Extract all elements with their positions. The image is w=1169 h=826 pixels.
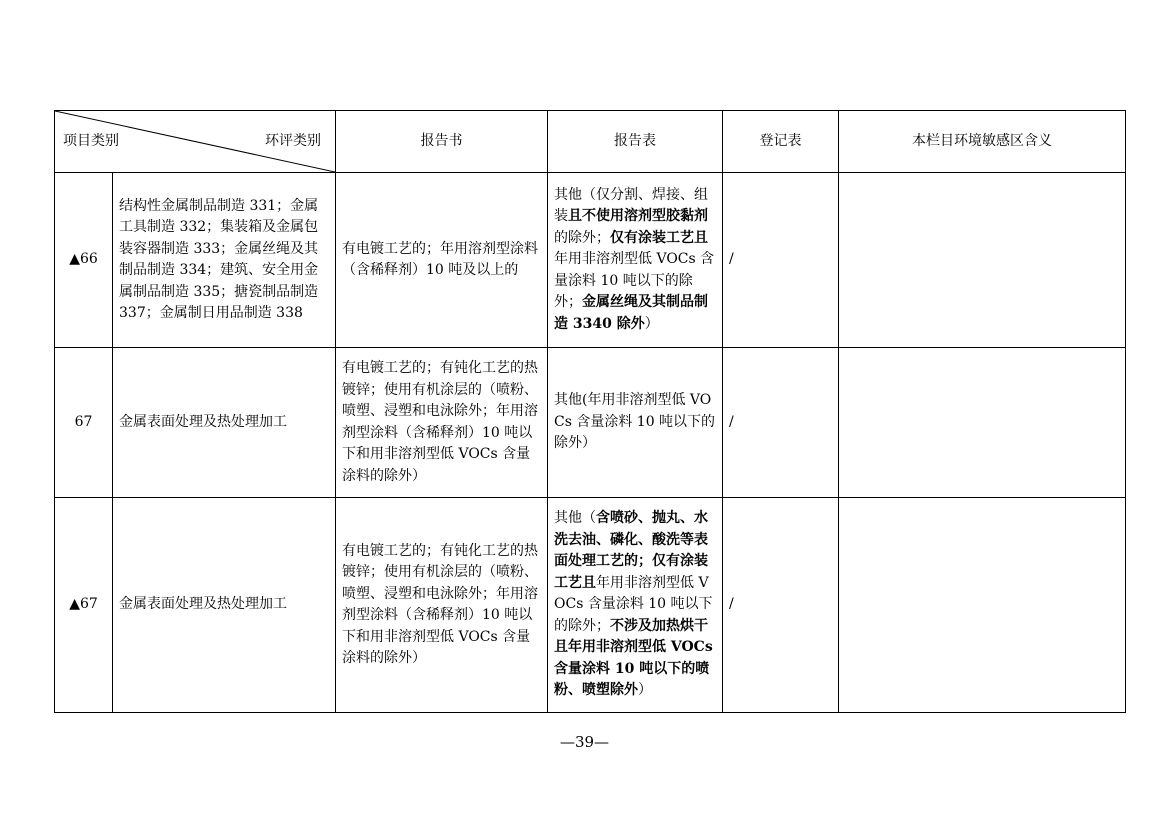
header-eia-category: 环评类别 xyxy=(265,132,321,149)
report-form-segment: 其他（仅分割、焊接、组装 xyxy=(554,186,708,225)
row-category: 金属表面处理及热处理加工 xyxy=(113,498,336,713)
row-number: 67 xyxy=(55,348,113,498)
report-form-segment-bold: 且不使用溶剂型胶黏剂 xyxy=(568,208,708,225)
header-report-book: 报告书 xyxy=(336,111,548,173)
report-form-segment: 年用非溶剂型低 VOCs 含量涂料 10 吨以下的除外； xyxy=(554,251,715,311)
row-sensitive xyxy=(839,498,1126,713)
row-report-book: 有电镀工艺的；有钝化工艺的热镀锌；使用有机涂层的（喷粉、喷塑、浸塑和电泳除外；年用溶剂型涂料（含稀释剂）10 吨以下和用非溶剂型低 VOCs 含量涂料的除外） xyxy=(336,348,548,498)
row-report-form xyxy=(548,348,723,498)
report-form-segment: ） xyxy=(644,315,659,332)
report-form-segment: 其他（ xyxy=(554,510,596,527)
header-report-form: 报告表 xyxy=(548,111,723,173)
row-report-form xyxy=(548,498,723,713)
header-registration-form: 登记表 xyxy=(723,111,839,173)
row-report-book: 有电镀工艺的；有钝化工艺的热镀锌；使用有机涂层的（喷粉、喷塑、浸塑和电泳除外；年用溶剂型涂料（含稀释剂）10 吨以下和用非溶剂型低 VOCs 含量涂料的除外） xyxy=(336,498,548,713)
row-sensitive xyxy=(839,348,1126,498)
table-row xyxy=(55,173,1126,348)
page-number: —39— xyxy=(559,733,610,751)
report-form-segment: 年用非溶剂型低 VOCs 含量涂料 10 吨以下的除外； xyxy=(554,574,713,634)
report-form-segment-bold: 金属丝绳及其制品制造 3340 除外 xyxy=(554,294,708,332)
header-sensitive-area: 本栏目环境敏感区含义 xyxy=(839,111,1126,173)
row-registration: / xyxy=(723,173,839,348)
row-sensitive xyxy=(839,173,1126,348)
diagonal-header-cell xyxy=(55,111,336,173)
row-category: 结构性金属制品制造 331；金属工具制造 332；集装箱及金属包装容器制造 333；金属丝绳及其制品制造 334；建筑、安全用金属制品制造 335；搪瓷制品制造 337；金属制日用品制造 338 xyxy=(113,173,336,348)
table-row xyxy=(55,498,1126,713)
row-number: ▲66 xyxy=(55,173,113,348)
report-form-segment: 其他(年用非溶剂型低 VOCs 含量涂料 10 吨以下的除外） xyxy=(554,392,716,452)
row-report-book: 有电镀工艺的；年用溶剂型涂料（含稀释剂）10 吨及以上的 xyxy=(336,173,548,348)
row-category: 金属表面处理及热处理加工 xyxy=(113,348,336,498)
report-form-segment-bold: 仅有涂装工艺且 xyxy=(610,229,708,246)
eia-category-table xyxy=(54,110,1126,713)
report-form-segment-bold: 含喷砂、抛丸、水洗去油、磷化、酸洗等表面处理工艺的；仅有涂装工艺且 xyxy=(554,510,708,591)
row-registration: / xyxy=(723,348,839,498)
table-header-row xyxy=(55,111,1126,173)
row-report-form xyxy=(548,173,723,348)
row-number: ▲67 xyxy=(55,498,113,713)
report-form-segment: 的除外； xyxy=(554,229,610,246)
report-form-segment: ） xyxy=(638,682,652,699)
table-row xyxy=(55,348,1126,498)
row-registration: / xyxy=(723,498,839,713)
header-project-category: 项目类别 xyxy=(63,132,119,149)
report-form-segment-bold: 不涉及加热烘干且年用非溶剂型低 VOCs 含量涂料 10 吨以下的喷粉、喷塑除外 xyxy=(554,617,713,699)
